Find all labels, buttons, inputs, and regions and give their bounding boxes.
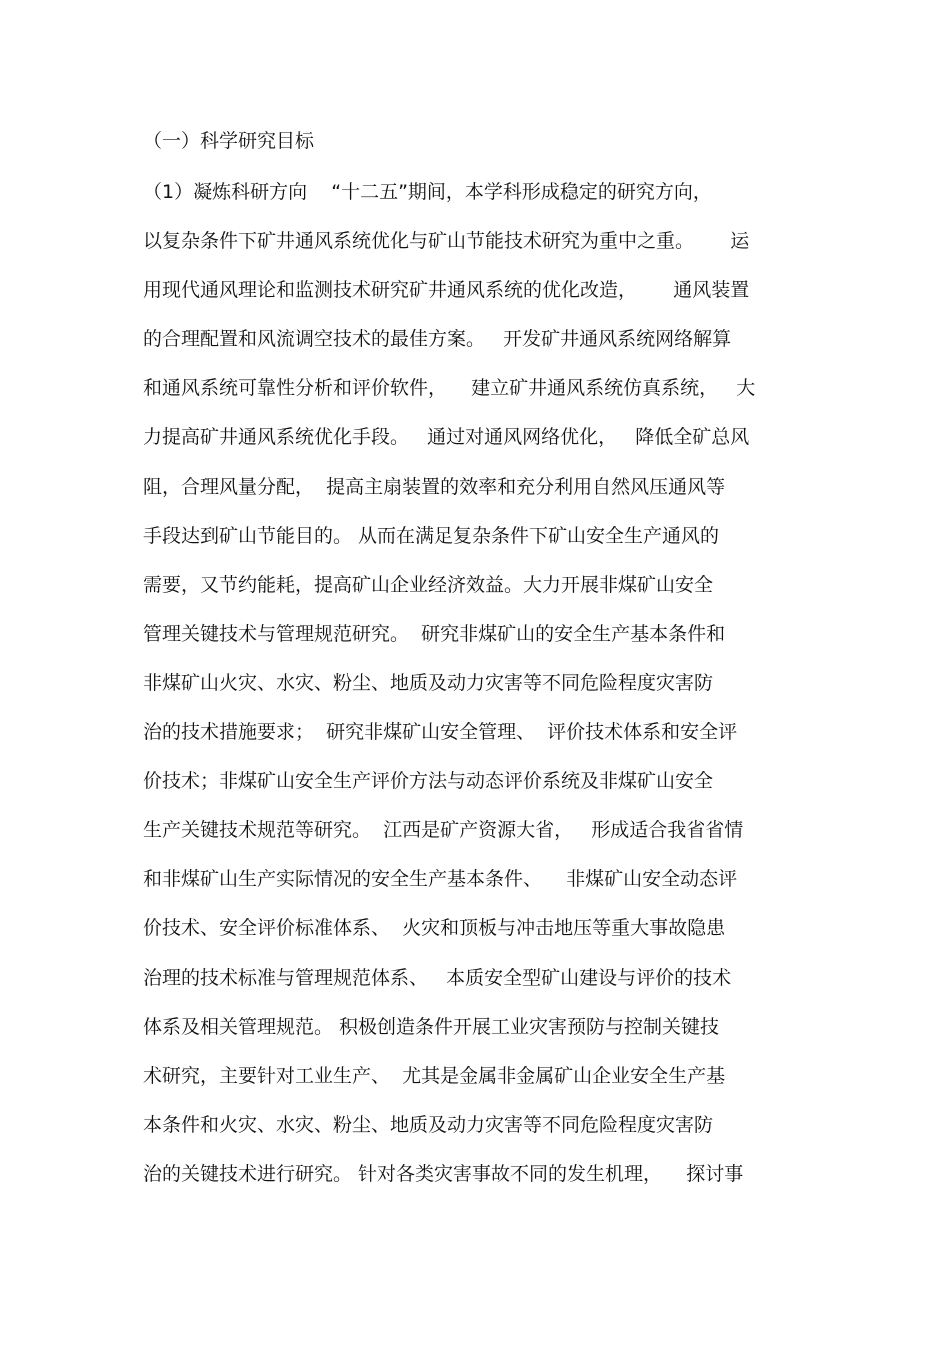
section-heading: （一）科学研究目标 bbox=[143, 130, 315, 152]
text-line: 用现代通风理论和监测技术研究矿井通风系统的优化改造， 通风装置 bbox=[143, 279, 750, 302]
text-line: 价技术、安全评价标准体系、 火灾和顶板与冲击地压等重大事故隐患 bbox=[143, 917, 726, 940]
text-line: 和非煤矿山生产实际情况的安全生产基本条件、 非煤矿山安全动态评 bbox=[143, 868, 738, 891]
text-line: 和通风系统可靠性分析和评价软件， 建立矿井通风系统仿真系统， 大 bbox=[143, 377, 756, 400]
text-line: 非煤矿山火灾、水灾、粉尘、地质及动力灾害等不同危险程度灾害防 bbox=[143, 671, 714, 694]
text-line: 治理的技术标准与管理规范体系、 本质安全型矿山建设与评价的技术 bbox=[143, 966, 732, 989]
text-line: 需要，又节约能耗，提高矿山企业经济效益。大力开展非煤矿山安全 bbox=[143, 573, 714, 596]
text-line: 阻，合理风量分配， 提高主扇装置的效率和充分利用自然风压通风等 bbox=[143, 475, 726, 498]
text-line: 治的关键技术进行研究。 针对各类灾害事故不同的发生机理， 探讨事 bbox=[143, 1162, 744, 1185]
text-line: （1）凝炼科研方向 “十二五”期间，本学科形成稳定的研究方向， bbox=[143, 181, 712, 203]
text-line: 体系及相关管理规范。 积极创造条件开展工业灾害预防与控制关键技 bbox=[143, 1015, 720, 1038]
text-line: 本条件和火灾、水灾、粉尘、地质及动力灾害等不同危险程度灾害防 bbox=[143, 1113, 714, 1136]
text-line: 的合理配置和风流调空技术的最佳方案。 开发矿井通风系统网络解算 bbox=[143, 328, 732, 351]
text-line: 手段达到矿山节能目的。 从而在满足复杂条件下矿山安全生产通风的 bbox=[143, 524, 720, 547]
text-line: 价技术；非煤矿山安全生产评价方法与动态评价系统及非煤矿山安全 bbox=[143, 770, 714, 793]
text-line: 术研究，主要针对工业生产、 尤其是金属非金属矿山企业安全生产基 bbox=[143, 1064, 726, 1087]
text-line: 管理关键技术与管理规范研究。 研究非煤矿山的安全生产基本条件和 bbox=[143, 622, 726, 645]
text-line: 治的技术措施要求； 研究非煤矿山安全管理、 评价技术体系和安全评 bbox=[143, 721, 738, 744]
text-line: 生产关键技术规范等研究。 江西是矿产资源大省， 形成适合我省省情 bbox=[143, 819, 744, 842]
body-text bbox=[143, 175, 808, 1206]
text-line: 力提高矿井通风系统优化手段。 通过对通风网络优化， 降低全矿总风 bbox=[143, 426, 750, 449]
text-line: 以复杂条件下矿井通风系统优化与矿山节能技术研究为重中之重。 运 bbox=[143, 230, 750, 253]
